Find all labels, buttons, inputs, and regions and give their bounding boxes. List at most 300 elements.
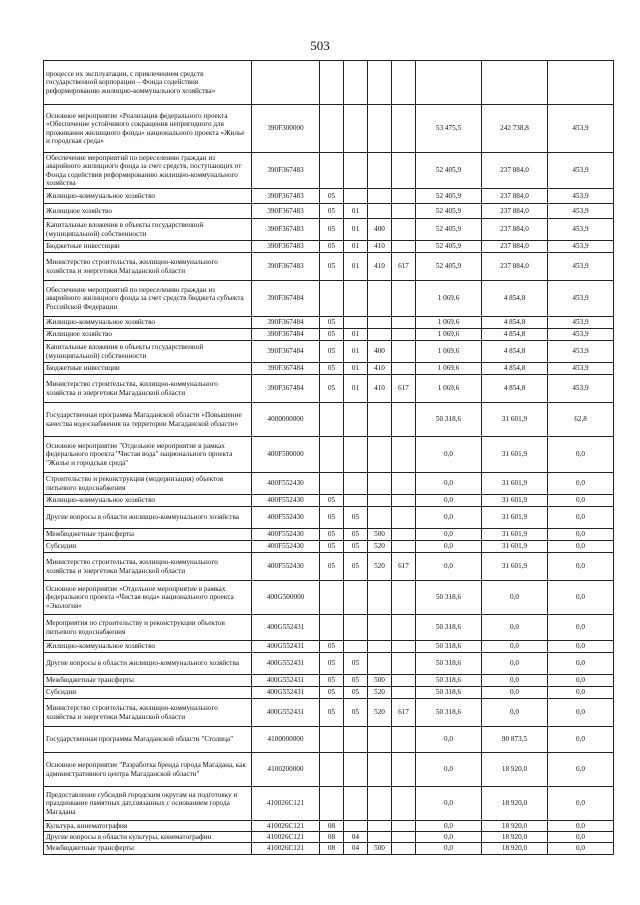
table-cell-amount-3: 0,0 [548, 699, 614, 727]
table-cell-admin-code [392, 641, 416, 653]
table-cell-amount-2: 31 601,9 [482, 495, 548, 507]
table-cell-amount-1: 0,0 [416, 727, 482, 753]
table-cell-subsection [344, 753, 368, 787]
table-cell-expense-type [368, 189, 392, 204]
table-cell-amount-3: 453,9 [548, 281, 614, 317]
table-cell-amount-2: 0,0 [482, 687, 548, 699]
table-row [44, 189, 614, 204]
table-cell-amount-1: 53 475,5 [416, 105, 482, 153]
table-cell-name: Обеспечение мероприятий по переселению граждан из аварийного жилищного фонда за счет средств, поступающих от Фонда содействия реформированию жилищно-коммунального хозяйства [44, 153, 252, 189]
table-cell-expense-type [368, 653, 392, 675]
table-cell-section: 05 [320, 341, 344, 363]
table-cell-subsection [344, 61, 368, 105]
table-cell-amount-3: 0,0 [548, 727, 614, 753]
table-cell-expense-type [368, 153, 392, 189]
table-row [44, 553, 614, 581]
table-cell-target-code: 400G552431 [252, 653, 320, 675]
table-cell-section [320, 281, 344, 317]
table-cell-section [320, 787, 344, 821]
table-row [44, 507, 614, 529]
table-cell-subsection: 01 [344, 363, 368, 375]
table-cell-target-code: 390F367483 [252, 153, 320, 189]
table-cell-section: 05 [320, 329, 344, 341]
table-cell-amount-2: 31 601,9 [482, 507, 548, 529]
table-cell-amount-1: 52 405,9 [416, 241, 482, 253]
table-cell-amount-3: 0,0 [548, 832, 614, 843]
table-cell-amount-3: 62,8 [548, 403, 614, 437]
table-cell-target-code: 390F367484 [252, 317, 320, 329]
table-cell-amount-2: 18 920,0 [482, 832, 548, 843]
table-cell-amount-3: 453,9 [548, 317, 614, 329]
table-cell-amount-2: 237 884,0 [482, 153, 548, 189]
table-cell-amount-1: 0,0 [416, 541, 482, 553]
table-cell-amount-2: 18 920,0 [482, 753, 548, 787]
table-row [44, 253, 614, 281]
table-cell-amount-1: 52 405,9 [416, 219, 482, 241]
table-cell-amount-3: 453,9 [548, 105, 614, 153]
table-cell-amount-1: 52 405,9 [416, 204, 482, 219]
table-cell-amount-1: 0,0 [416, 507, 482, 529]
table-cell-target-code: 4000000000 [252, 403, 320, 437]
table-cell-amount-2: 242 738,8 [482, 105, 548, 153]
table-cell-subsection [344, 495, 368, 507]
table-cell-amount-2: 4 854,8 [482, 341, 548, 363]
table-cell-name: Межбюджетные трансферты [44, 529, 252, 541]
table-cell-section: 05 [320, 529, 344, 541]
table-cell-admin-code: 617 [392, 253, 416, 281]
table-cell-target-code: 400G552431 [252, 687, 320, 699]
table-cell-expense-type [368, 403, 392, 437]
table-cell-amount-1: 50 318,6 [416, 687, 482, 699]
table-row [44, 615, 614, 641]
table-cell-name: Министерство строительства, жилищно-коммунального хозяйства и энергетики Магаданской области [44, 375, 252, 403]
table-cell-expense-type [368, 641, 392, 653]
table-cell-amount-3: 0,0 [548, 541, 614, 553]
table-cell-name: Субсидии [44, 687, 252, 699]
table-cell-subsection: 01 [344, 375, 368, 403]
table-cell-amount-3: 453,9 [548, 341, 614, 363]
table-cell-target-code: 400F552430 [252, 507, 320, 529]
table-cell-admin-code [392, 495, 416, 507]
table-cell-amount-3: 0,0 [548, 495, 614, 507]
table-cell-expense-type [368, 507, 392, 529]
table-cell-section: 05 [320, 204, 344, 219]
table-cell-amount-2: 0,0 [482, 675, 548, 687]
table-cell-amount-1: 1 069,6 [416, 341, 482, 363]
table-cell-admin-code [392, 529, 416, 541]
table-cell-expense-type [368, 832, 392, 843]
table-row [44, 529, 614, 541]
table-cell-expense-type [368, 204, 392, 219]
table-cell-expense-type [368, 581, 392, 615]
table-cell-admin-code [392, 437, 416, 473]
table-cell-expense-type [368, 61, 392, 105]
table-cell-subsection: 05 [344, 529, 368, 541]
table-cell-admin-code [392, 675, 416, 687]
table-cell-amount-3: 0,0 [548, 821, 614, 832]
table-cell-name: Бюджетные инвестиции [44, 241, 252, 253]
table-cell-amount-2: 237 884,0 [482, 241, 548, 253]
table-cell-target-code: 410026C121 [252, 821, 320, 832]
table-cell-section: 08 [320, 832, 344, 843]
table-cell-section: 08 [320, 821, 344, 832]
table-cell-subsection [344, 787, 368, 821]
table-cell-amount-1: 0,0 [416, 437, 482, 473]
table-row [44, 675, 614, 687]
table-cell-section: 05 [320, 241, 344, 253]
table-cell-name: Культура, кинематография [44, 821, 252, 832]
table-cell-name: Капитальные вложения в объекты государственной (муниципальной) собственности [44, 219, 252, 241]
table-cell-amount-3: 0,0 [548, 753, 614, 787]
table-cell-amount-1: 1 069,6 [416, 317, 482, 329]
table-row [44, 403, 614, 437]
table-cell-amount-3: 453,9 [548, 363, 614, 375]
table-cell-target-code: 400G552431 [252, 699, 320, 727]
table-cell-name: Жилищно-коммунальное хозяйство [44, 317, 252, 329]
table-row [44, 375, 614, 403]
table-cell-target-code: 390F367484 [252, 329, 320, 341]
table-cell-target-code: 390F367483 [252, 189, 320, 204]
table-cell-amount-1: 0,0 [416, 821, 482, 832]
table-cell-name: Мероприятия по строительству и реконструкции объектов питьевого водоснабжения [44, 615, 252, 641]
table-cell-amount-2: 0,0 [482, 615, 548, 641]
table-cell-amount-1: 50 318,6 [416, 403, 482, 437]
table-cell-admin-code: 617 [392, 553, 416, 581]
table-cell-amount-1: 50 318,6 [416, 675, 482, 687]
table-cell-admin-code [392, 317, 416, 329]
table-cell-admin-code: 617 [392, 699, 416, 727]
table-cell-section: 05 [320, 363, 344, 375]
table-cell-expense-type: 500 [368, 675, 392, 687]
table-cell-amount-3: 453,9 [548, 375, 614, 403]
table-cell-name: Капитальные вложения в объекты государственной (муниципальной) собственности [44, 341, 252, 363]
table-cell-expense-type: 520 [368, 687, 392, 699]
table-cell-subsection: 05 [344, 541, 368, 553]
table-cell-amount-3: 0,0 [548, 529, 614, 541]
table-cell-section: 05 [320, 699, 344, 727]
table-cell-amount-1: 50 318,6 [416, 615, 482, 641]
table-cell-subsection [344, 641, 368, 653]
table-row [44, 341, 614, 363]
table-cell-amount-3: 453,9 [548, 329, 614, 341]
table-cell-amount-3: 0,0 [548, 641, 614, 653]
table-cell-amount-1: 1 069,6 [416, 281, 482, 317]
table-cell-target-code: 400F552430 [252, 495, 320, 507]
table-cell-admin-code [392, 653, 416, 675]
table-cell-expense-type: 400 [368, 341, 392, 363]
table-cell-admin-code [392, 581, 416, 615]
table-row [44, 832, 614, 843]
table-cell-amount-2: 31 601,9 [482, 541, 548, 553]
table-cell-subsection: 04 [344, 843, 368, 854]
table-cell-admin-code: 617 [392, 375, 416, 403]
table-cell-admin-code [392, 787, 416, 821]
table-cell-amount-3: 0,0 [548, 843, 614, 854]
table-cell-amount-3: 453,9 [548, 189, 614, 204]
table-cell-subsection: 05 [344, 699, 368, 727]
table-cell-expense-type: 410 [368, 363, 392, 375]
table-cell-name: Основное мероприятие "Разработка бренда города Магадана, как административного центра Магаданской области" [44, 753, 252, 787]
table-cell-target-code: 410026C121 [252, 832, 320, 843]
table-cell-admin-code [392, 403, 416, 437]
table-row [44, 581, 614, 615]
table-cell-name: Субсидии [44, 541, 252, 553]
table-cell-subsection: 05 [344, 687, 368, 699]
table-cell-section: 05 [320, 553, 344, 581]
table-row [44, 317, 614, 329]
table-cell-expense-type: 410 [368, 375, 392, 403]
table-cell-amount-2: 0,0 [482, 699, 548, 727]
table-cell-admin-code [392, 329, 416, 341]
table-row [44, 821, 614, 832]
table-cell-expense-type: 520 [368, 541, 392, 553]
table-cell-target-code: 4100200000 [252, 753, 320, 787]
table-cell-amount-3 [548, 61, 614, 105]
table-cell-amount-2: 237 884,0 [482, 219, 548, 241]
table-cell-name: Другие вопросы в области жилищно-коммунального хозяйства [44, 653, 252, 675]
table-cell-amount-3: 0,0 [548, 653, 614, 675]
table-cell-amount-3: 0,0 [548, 581, 614, 615]
table-cell-admin-code [392, 843, 416, 854]
table-cell-section [320, 403, 344, 437]
table-cell-subsection [344, 821, 368, 832]
table-cell-amount-2: 31 601,9 [482, 553, 548, 581]
table-cell-subsection: 01 [344, 219, 368, 241]
table-cell-section: 05 [320, 641, 344, 653]
table-cell-subsection: 05 [344, 553, 368, 581]
table-cell-admin-code [392, 727, 416, 753]
table-cell-name: Основное мероприятие «Реализация федерального проекта «Обеспечение устойчивого сокращения непригодного для проживания жилищного фонда» национального проекта «Жилье и городская среда» [44, 105, 252, 153]
table-cell-amount-2: 237 884,0 [482, 253, 548, 281]
table-cell-target-code: 390F367483 [252, 253, 320, 281]
table-cell-expense-type [368, 787, 392, 821]
table-row [44, 204, 614, 219]
table-cell-admin-code [392, 241, 416, 253]
table-cell-target-code: 400F500000 [252, 437, 320, 473]
table-cell-expense-type [368, 495, 392, 507]
table-row [44, 241, 614, 253]
table-cell-name: Основное мероприятие "Отдельное мероприятие в рамках федерального проекта "Чистая вода" национального проекта "Жилье и городская среда" [44, 437, 252, 473]
table-cell-amount-2: 31 601,9 [482, 437, 548, 473]
table-cell-amount-3: 0,0 [548, 787, 614, 821]
table-cell-amount-1: 0,0 [416, 787, 482, 821]
table-cell-admin-code [392, 363, 416, 375]
budget-table [43, 60, 614, 855]
table-row [44, 843, 614, 854]
table-cell-expense-type [368, 329, 392, 341]
table-cell-amount-1: 0,0 [416, 553, 482, 581]
table-cell-amount-2: 4 854,8 [482, 329, 548, 341]
table-cell-target-code: 400F552430 [252, 553, 320, 581]
table-cell-amount-1: 1 069,6 [416, 363, 482, 375]
table-cell-subsection [344, 615, 368, 641]
table-cell-amount-2: 237 884,0 [482, 204, 548, 219]
table-cell-target-code: 390F367484 [252, 281, 320, 317]
table-cell-amount-2: 0,0 [482, 581, 548, 615]
table-cell-name: Межбюджетные трансферты [44, 675, 252, 687]
table-cell-target-code: 400F552430 [252, 529, 320, 541]
table-cell-expense-type [368, 821, 392, 832]
table-cell-target-code: 390F367484 [252, 363, 320, 375]
table-cell-amount-1: 0,0 [416, 832, 482, 843]
table-cell-amount-3: 453,9 [548, 241, 614, 253]
table-row [44, 363, 614, 375]
table-cell-admin-code [392, 189, 416, 204]
table-cell-admin-code [392, 105, 416, 153]
table-cell-subsection: 05 [344, 653, 368, 675]
table-cell-admin-code [392, 153, 416, 189]
table-row [44, 641, 614, 653]
table-cell-name: Жилищное хозяйство [44, 204, 252, 219]
table-cell-section [320, 153, 344, 189]
table-cell-amount-1: 50 318,6 [416, 699, 482, 727]
table-cell-subsection [344, 403, 368, 437]
table-cell-amount-2: 4 854,8 [482, 317, 548, 329]
table-cell-admin-code [392, 341, 416, 363]
table-cell-amount-2: 31 601,9 [482, 473, 548, 495]
table-cell-target-code: 390F367484 [252, 341, 320, 363]
table-cell-amount-2 [482, 61, 548, 105]
table-cell-amount-1: 0,0 [416, 473, 482, 495]
table-cell-admin-code [392, 541, 416, 553]
table-cell-amount-3: 0,0 [548, 437, 614, 473]
table-cell-expense-type [368, 753, 392, 787]
table-cell-expense-type: 400 [368, 219, 392, 241]
table-cell-subsection [344, 473, 368, 495]
table-row [44, 727, 614, 753]
table-cell-name: Жилищно-коммунальное хозяйство [44, 495, 252, 507]
table-cell-section: 05 [320, 219, 344, 241]
table-cell-name: Жилищно-коммунальное хозяйство [44, 189, 252, 204]
table-cell-name: Другие вопросы в области культуры, кинематографии [44, 832, 252, 843]
table-cell-amount-1: 1 069,6 [416, 329, 482, 341]
table-cell-amount-2: 18 920,0 [482, 843, 548, 854]
table-cell-name: Основное мероприятие «Отдельное мероприятие в рамках федерального проекта «Чистая вода» национального проекта «Экология» [44, 581, 252, 615]
table-cell-section: 05 [320, 507, 344, 529]
table-cell-expense-type [368, 615, 392, 641]
table-cell-amount-1: 50 318,6 [416, 581, 482, 615]
table-cell-section [320, 473, 344, 495]
table-cell-amount-1: 0,0 [416, 753, 482, 787]
table-cell-target-code: 4100000000 [252, 727, 320, 753]
table-cell-target-code: 390F300000 [252, 105, 320, 153]
table-row [44, 437, 614, 473]
table-cell-amount-1: 50 318,6 [416, 641, 482, 653]
table-row [44, 787, 614, 821]
table-cell-amount-3: 453,9 [548, 253, 614, 281]
table-row [44, 61, 614, 105]
table-cell-amount-1: 1 069,6 [416, 375, 482, 403]
table-cell-target-code: 400G500000 [252, 581, 320, 615]
table-cell-target-code: 410026C121 [252, 843, 320, 854]
table-cell-section: 05 [320, 317, 344, 329]
table-cell-expense-type: 520 [368, 553, 392, 581]
table-cell-name: Предоставление субсидий городским округам на подготовку и празднование памятных дат,связанных с основанием города Магадана [44, 787, 252, 821]
table-cell-subsection: 01 [344, 329, 368, 341]
table-cell-section [320, 105, 344, 153]
table-cell-name: Министерство строительства, жилищно-коммунального хозяйства и энергетики Магаданской области [44, 253, 252, 281]
table-cell-amount-3: 0,0 [548, 687, 614, 699]
table-cell-amount-2: 18 920,0 [482, 821, 548, 832]
table-cell-amount-2: 237 884,0 [482, 189, 548, 204]
table-cell-amount-1: 52 405,9 [416, 153, 482, 189]
table-cell-subsection [344, 189, 368, 204]
table-cell-amount-3: 0,0 [548, 473, 614, 495]
table-cell-amount-1: 52 405,9 [416, 189, 482, 204]
table-row [44, 473, 614, 495]
page-number: 503 [310, 38, 330, 53]
table-cell-admin-code [392, 281, 416, 317]
table-cell-subsection: 05 [344, 675, 368, 687]
table-row [44, 153, 614, 189]
table-cell-admin-code [392, 219, 416, 241]
table-cell-subsection: 04 [344, 832, 368, 843]
table-cell-section [320, 581, 344, 615]
table-cell-section: 05 [320, 189, 344, 204]
table-cell-amount-2: 4 854,8 [482, 281, 548, 317]
table-cell-section [320, 753, 344, 787]
table-cell-amount-3: 0,0 [548, 615, 614, 641]
table-cell-subsection [344, 581, 368, 615]
table-row [44, 687, 614, 699]
table-cell-section: 05 [320, 375, 344, 403]
table-cell-subsection: 01 [344, 253, 368, 281]
table-cell-expense-type: 500 [368, 529, 392, 541]
table-cell-name: Жилищно-коммунальное хозяйство [44, 641, 252, 653]
table-cell-amount-2: 90 873,5 [482, 727, 548, 753]
table-row [44, 541, 614, 553]
table-cell-amount-3: 453,9 [548, 204, 614, 219]
table-row [44, 653, 614, 675]
table-row [44, 699, 614, 727]
table-row [44, 329, 614, 341]
table-cell-amount-1: 50 318,6 [416, 653, 482, 675]
table-cell-amount-2: 18 920,0 [482, 787, 548, 821]
table-cell-target-code: 400F552430 [252, 473, 320, 495]
table-cell-subsection [344, 317, 368, 329]
table-cell-subsection [344, 105, 368, 153]
table-cell-amount-1: 0,0 [416, 843, 482, 854]
table-cell-admin-code [392, 615, 416, 641]
table-cell-name: Обеспечение мероприятий по переселению граждан из аварийного жилищного фонда за счет средств бюджета субъекта Российской Федерации [44, 281, 252, 317]
table-cell-amount-3: 453,9 [548, 153, 614, 189]
table-cell-section: 05 [320, 495, 344, 507]
table-cell-name: Государственная программа Магаданской области «Повышение качества водоснабжения на территории Магаданской области» [44, 403, 252, 437]
table-cell-admin-code [392, 687, 416, 699]
table-cell-section [320, 437, 344, 473]
table-cell-section: 05 [320, 653, 344, 675]
table-cell-amount-2: 4 854,8 [482, 375, 548, 403]
table-cell-amount-3: 0,0 [548, 675, 614, 687]
table-cell-expense-type [368, 281, 392, 317]
table-cell-target-code: 390F367483 [252, 204, 320, 219]
table-cell-expense-type [368, 727, 392, 753]
table-cell-admin-code [392, 204, 416, 219]
table-cell-admin-code [392, 61, 416, 105]
table-cell-subsection: 01 [344, 341, 368, 363]
table-cell-name: процессе их эксплуатации, с привлечением средств государственной корпорации – Фонда содействия реформированию жилищно-коммунального хозяйства» [44, 61, 252, 105]
table-cell-expense-type: 410 [368, 253, 392, 281]
table-cell-subsection [344, 281, 368, 317]
table-cell-target-code: 390F367483 [252, 219, 320, 241]
table-cell-name: Государственная программа Магаданской области "Столица" [44, 727, 252, 753]
table-cell-amount-3: 0,0 [548, 553, 614, 581]
table-cell-admin-code [392, 473, 416, 495]
table-cell-amount-1: 0,0 [416, 529, 482, 541]
table-cell-target-code [252, 61, 320, 105]
table-cell-expense-type: 520 [368, 699, 392, 727]
table-cell-target-code: 400G552431 [252, 675, 320, 687]
